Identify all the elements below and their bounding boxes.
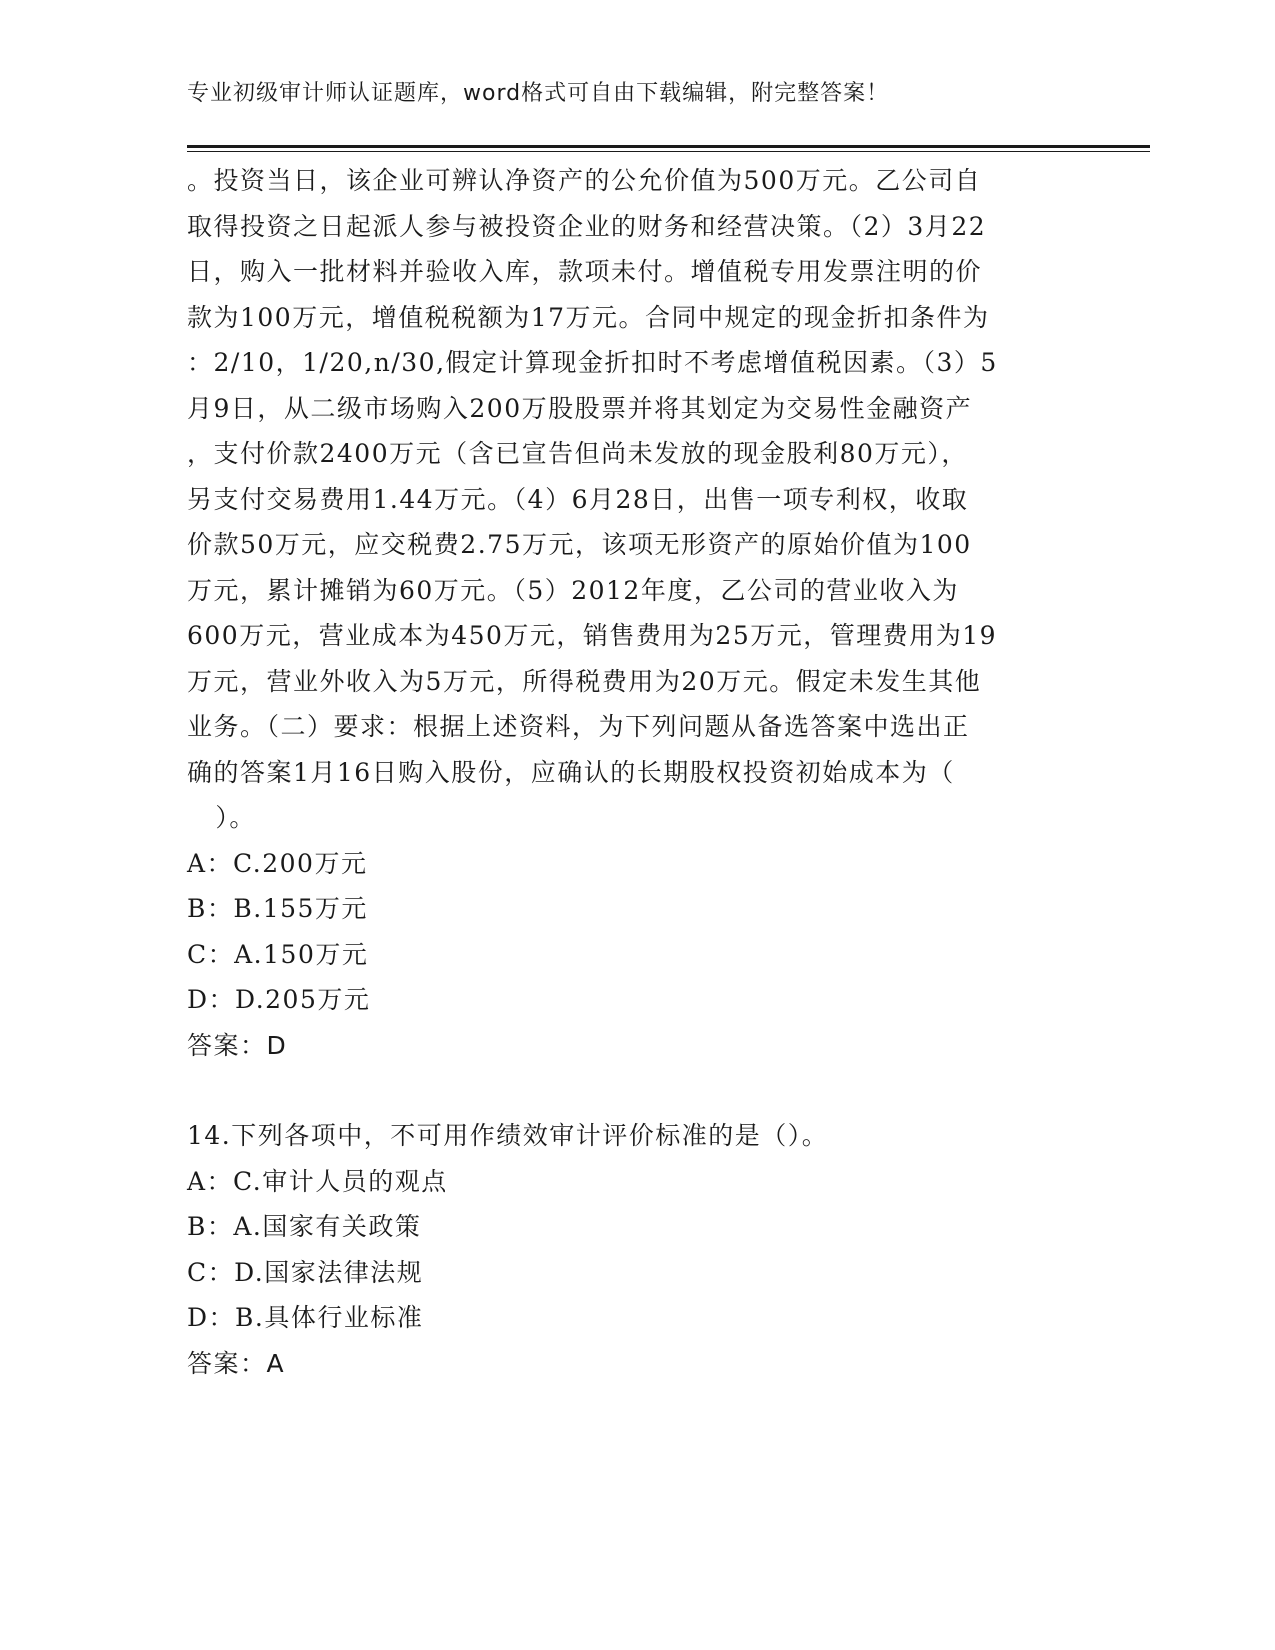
question-line: 600万元，营业成本为450万元，销售费用为25万元，管理费用为19 [187,621,998,650]
question-14-options [187,1159,1087,1341]
header-rule-thick [187,145,1150,148]
option-a: A：C.审计人员的观点 [187,1166,448,1196]
question-line: 日，购入一批材料并验收入库，款项未付。增值税专用发票注明的价 [187,257,983,286]
option-d: D：D.205万元 [187,985,371,1014]
answer-label: 答案：A [187,1348,286,1378]
header-rule-thin [187,151,1150,152]
question-13-text [187,158,1087,841]
question-line: 另支付交易费用1.44万元。（4）6月28日，出售一项专利权，收取 [187,484,969,514]
document-header: 专业初级审计师认证题库，word格式可自由下载编辑，附完整答案！ [187,81,890,106]
question-13-options [187,841,1087,1023]
question-line: 。投资当日，该企业可辨认净资产的公允价值为500万元。乙公司自 [187,166,982,195]
question-14-text: 14.下列各项中，不可用作绩效审计评价标准的是（）。 [187,1121,829,1150]
question-line: 价款50万元，应交税费2.75万元，该项无形资产的原始价值为100 [187,530,972,559]
question-line: ：2/10，1/20,n/30,假定计算现金折扣时不考虑增值税因素。（3）5 [187,348,998,377]
option-c: C：A.150万元 [187,939,369,969]
question-line: 业务。（二）要求：根据上述资料，为下列问题从备选答案中选出正 [187,712,970,741]
question-line: 月9日，从二级市场购入200万股股票并将其划定为交易性金融资产 [187,393,973,423]
question-line: 万元，累计摊销为60万元。（5）2012年度，乙公司的营业收入为 [187,575,959,605]
option-b: B：A.国家有关政策 [187,1212,422,1241]
option-a: A：C.200万元 [187,848,368,878]
answer-label: 答案：D [187,1030,288,1060]
option-b: B：B.155万元 [187,894,368,923]
question-line: ，支付价款2400万元（含已宣告但尚未发放的现金股利80万元）， [187,439,968,468]
question-line: 取得投资之日起派人参与被投资企业的财务和经营决策。（2）3月22 [187,211,987,241]
option-c: C：D.国家法律法规 [187,1257,424,1287]
spacer [187,1068,1087,1113]
question-line: ）。 [187,803,256,832]
question-line: 确的答案1月16日购入股份，应确认的长期股权投资初始成本为（ [187,757,955,787]
option-d: D：B.具体行业标准 [187,1303,424,1332]
question-line: 万元，营业外收入为5万元，所得税费用为20万元。假定未发生其他 [187,666,982,696]
question-line: 款为100万元，增值税税额为17万元。合同中规定的现金折扣条件为 [187,302,990,332]
document-body [187,158,1087,1386]
